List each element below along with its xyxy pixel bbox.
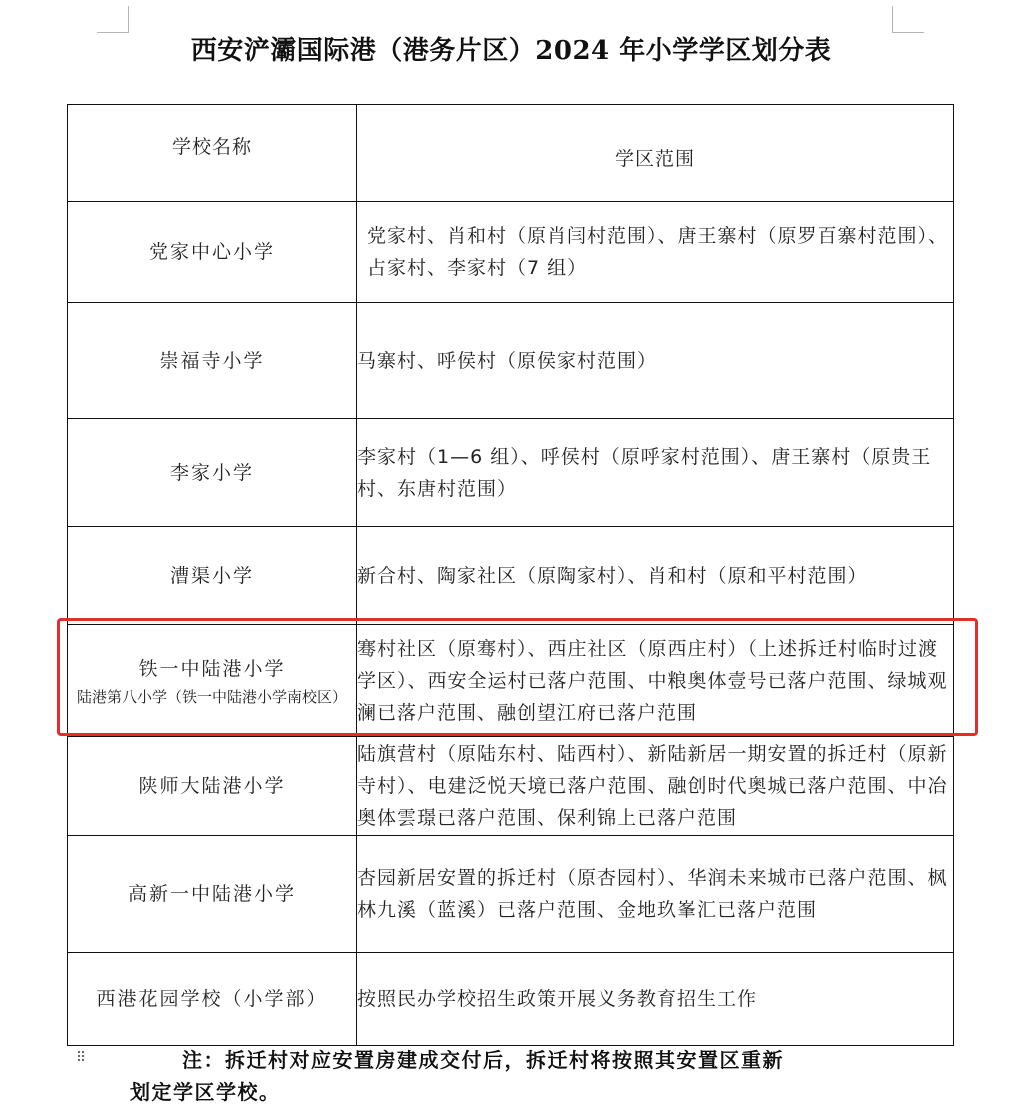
header-school-name: 学校名称 — [68, 105, 357, 202]
table-row — [68, 419, 954, 527]
crop-mark-top-left-vertical — [128, 6, 129, 32]
school-name-cell: 漕渠小学 — [68, 527, 357, 625]
district-range-cell: 党家村、肖和村（原肖闫村范围）、唐王寨村（原罗百寨村范围）、占家村、李家村（7 组） — [357, 202, 954, 303]
drag-handle-icon[interactable]: ⠿ — [76, 1050, 86, 1066]
school-name-cell: 崇福寺小学 — [68, 303, 357, 419]
table-row — [68, 202, 954, 303]
table-row — [68, 303, 954, 419]
table-header-row — [68, 105, 954, 202]
school-name-main: 铁一中陆港小学 — [138, 657, 286, 680]
district-range-cell: 李家村（1—6 组）、呼侯村（原呼家村范围）、唐王寨村（原贵王村、东唐村范围） — [357, 419, 954, 527]
district-range-cell: 按照民办学校招生政策开展义务教育招生工作 — [357, 953, 954, 1046]
footnote — [130, 1044, 910, 1108]
table-row — [68, 836, 954, 953]
district-range-cell: 骞村社区（原骞村）、西庄社区（原西庄村）（上述拆迁村临时过渡学区）、西安全运村已落户范围、中粮奥体壹号已落户范围、绿城观澜已落户范围、融创望江府已落户范围 — [357, 625, 954, 737]
school-name-cell: 李家小学 — [68, 419, 357, 527]
table-row — [68, 737, 954, 836]
school-name-cell: 党家中心小学 — [68, 202, 357, 303]
footnote-line-2: 划定学区学校。 — [130, 1080, 281, 1104]
header-district-range: 学区范围 — [357, 105, 954, 202]
crop-mark-top-right-vertical — [892, 6, 893, 32]
school-name-cell: 高新一中陆港小学 — [68, 836, 357, 953]
table-row — [68, 953, 954, 1046]
school-district-table — [67, 104, 954, 1046]
school-name-cell: 西港花园学校（小学部） — [68, 953, 357, 1046]
table-row — [68, 527, 954, 625]
district-range-cell: 马寨村、呼侯村（原侯家村范围） — [357, 303, 954, 419]
highlight-box — [57, 618, 978, 736]
footnote-line-1: 注：拆迁村对应安置房建成交付后，拆迁村将按照其安置区重新 — [182, 1048, 784, 1072]
district-range-cell: 新合村、陶家社区（原陶家村）、肖和村（原和平村范围） — [357, 527, 954, 625]
school-name-cell: 陕师大陆港小学 — [68, 737, 357, 836]
district-range-cell: 陆旗营村（原陆东村、陆西村）、新陆新居一期安置的拆迁村（原新寺村）、电建泛悦天境已落户范围、融创时代奥城已落户范围、中冶奥体雲璟已落户范围、保利锦上已落户范围 — [357, 737, 954, 836]
document-title: 西安浐灞国际港（港务片区）2024 年小学学区划分表 — [190, 36, 832, 66]
school-name-sub: 陆港第八小学（铁一中陆港小学南校区） — [76, 687, 347, 706]
district-range-cell: 杏园新居安置的拆迁村（原杏园村）、华润未来城市已落户范围、枫林九溪（蓝溪）已落户范围、金地玖峯汇已落户范围 — [357, 836, 954, 953]
